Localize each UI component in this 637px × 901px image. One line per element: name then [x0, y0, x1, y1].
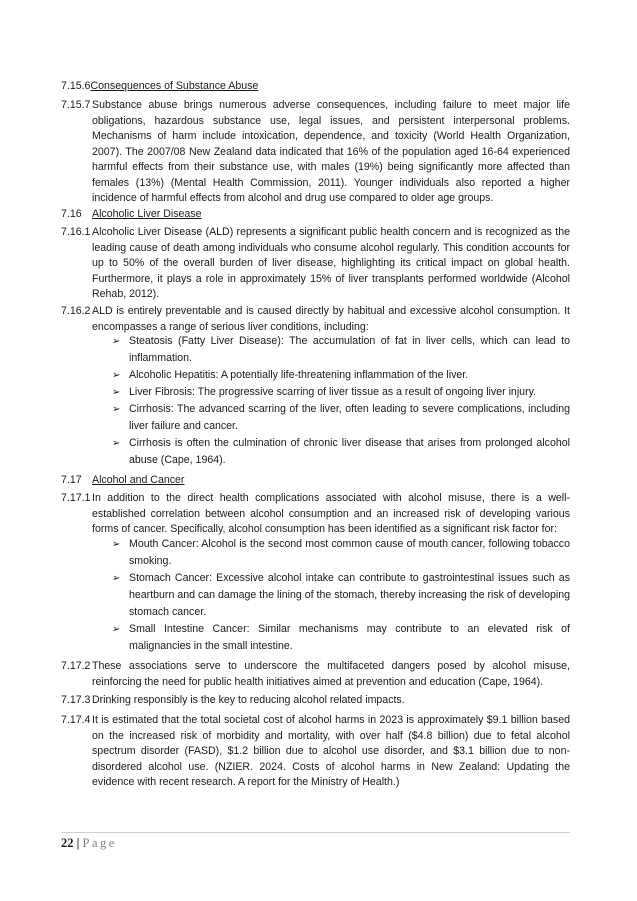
- paragraph-text: In addition to the direct health complications associated with alcohol misuse, there is a well-established correlation between alcohol consumption and an increased risk of developing various forms of cancer. Specifically, alcohol consumption has been identified as a significant risk factor for:: [92, 492, 570, 535]
- list-item: ➢ Cirrhosis: The advanced scarring of the liver, often leading to severe complications, including liver failure and cancer.: [112, 403, 570, 432]
- section-number: 7.16: [61, 208, 82, 220]
- arrowhead-bullet-icon: ➢: [112, 539, 121, 550]
- arrowhead-bullet-icon: ➢: [112, 370, 121, 381]
- paragraph-number: 7.17.1: [61, 492, 91, 504]
- footer-separator: |: [76, 836, 80, 850]
- list-item: ➢ Stomach Cancer: Excessive alcohol intake can contribute to gastrointestinal issues such as heartburn and can damage the lining of the stomach, thereby increasing the risk of developing stomach cancer.: [112, 572, 570, 618]
- paragraph-7-15-7: [61, 98, 570, 207]
- paragraph-number: 7.15.7: [61, 99, 91, 111]
- paragraph-text: Alcoholic Liver Disease (ALD) represents a significant public health concern and is recognized as the leading cause of death among individuals who consume alcohol regularly. This condition accounts for up to 50% of the overall burden of liver disease, highlighting its critical impact on global health. Furthermore, it plays a role in approximately 15% of liver transplants performed worldwide (Alcohol Rehab, 2012).: [92, 226, 570, 300]
- arrowhead-bullet-icon: ➢: [112, 336, 121, 347]
- paragraph-text: It is estimated that the total societal cost of alcohol harms in 2023 is approximately $9.1 billion based on the increased risk of morbidity and mortality, with over half ($4.8 billion) due to fetal alcohol spectrum disorder (FASD), $1.2 billion due to alcohol use disorder, and $3.1 billion due to non-disordered alcohol use. (NZIER. 2024. Costs of alcohol harms in New Zealand: Updating the evidence with recent research. A report for the Ministry of Health.): [92, 714, 570, 788]
- liver-conditions-list: [61, 333, 570, 469]
- page-footer: [61, 836, 117, 851]
- footer-divider: [61, 832, 570, 833]
- section-title: Alcohol and Cancer: [92, 474, 185, 486]
- section-heading-7-15-6: [61, 79, 258, 93]
- paragraph-number: 7.17.2: [61, 660, 91, 672]
- list-item: ➢ Cirrhosis is often the culmination of chronic liver disease that arises from prolonged alcohol abuse (Cape, 1964).: [112, 437, 570, 466]
- section-heading-7-17: [61, 473, 184, 487]
- paragraph-text: These associations serve to underscore the multifaceted dangers posed by alcohol misuse, reinforcing the need for public health initiatives aimed at prevention and education (Cape, 1964).: [92, 660, 570, 688]
- paragraph-text: Substance abuse brings numerous adverse consequences, including failure to meet major life obligations, hazardous substance use, legal issues, and persistent interpersonal problems. Mechanisms of harm include intoxication, dependence, and toxicity (World Health Organization, 2007). The 2007/08 New Zealand data indicated that 16% of the population aged 16-64 experienced harmful effects from their substance use, with males (19%) being significantly more affected than females (13%) (Mental Health Commission, 2011). Younger individuals also reported a higher incidence of harmful effects from alcohol and drug use compared to older age groups.: [92, 99, 570, 204]
- arrowhead-bullet-icon: ➢: [112, 624, 121, 635]
- paragraph-number: 7.16.1: [61, 226, 91, 238]
- section-title: Consequences of Substance Abuse: [90, 80, 259, 92]
- paragraph-7-16-1: [61, 225, 570, 303]
- paragraph-7-17-2: [61, 659, 570, 690]
- list-item: ➢ Steatosis (Fatty Liver Disease): The accumulation of fat in liver cells, which can lead to inflammation.: [112, 335, 570, 364]
- cancer-risk-list: [61, 536, 570, 655]
- paragraph-number: 7.16.2: [61, 305, 91, 317]
- arrowhead-bullet-icon: ➢: [112, 573, 121, 584]
- list-item: ➢ Liver Fibrosis: The progressive scarring of liver tissue as a result of ongoing liver injury.: [61, 384, 570, 401]
- paragraph-number: 7.17.4: [61, 714, 91, 726]
- paragraph-text: ALD is entirely preventable and is caused directly by habitual and excessive alcohol consumption. It encompasses a range of serious liver conditions, including:: [92, 305, 570, 333]
- paragraph-7-17-3: [61, 693, 570, 709]
- list-item: ➢ Small Intestine Cancer: Similar mechanisms may contribute to an elevated risk of malignancies in the small intestine.: [112, 623, 570, 652]
- list-item: ➢ Mouth Cancer: Alcohol is the second most common cause of mouth cancer, following tobacco smoking.: [112, 538, 570, 567]
- paragraph-7-16-2: [61, 304, 570, 335]
- section-number: 7.17: [61, 474, 82, 486]
- document-page: [61, 0, 570, 901]
- list-item: ➢ Alcoholic Hepatitis: A potentially life-threatening inflammation of the liver.: [61, 367, 570, 384]
- paragraph-7-17-1: [61, 491, 570, 538]
- section-number: 7.15.6: [61, 80, 91, 92]
- page-label: Page: [82, 836, 117, 850]
- section-title: Alcoholic Liver Disease: [92, 208, 202, 220]
- paragraph-number: 7.17.3: [61, 694, 91, 706]
- arrowhead-bullet-icon: ➢: [112, 387, 121, 398]
- paragraph-7-17-4: [61, 713, 570, 791]
- paragraph-text: Drinking responsibly is the key to reducing alcohol related impacts.: [92, 694, 405, 706]
- arrowhead-bullet-icon: ➢: [112, 404, 121, 415]
- page-number: 22: [61, 836, 74, 850]
- section-heading-7-16: [61, 207, 202, 221]
- arrowhead-bullet-icon: ➢: [112, 438, 121, 449]
